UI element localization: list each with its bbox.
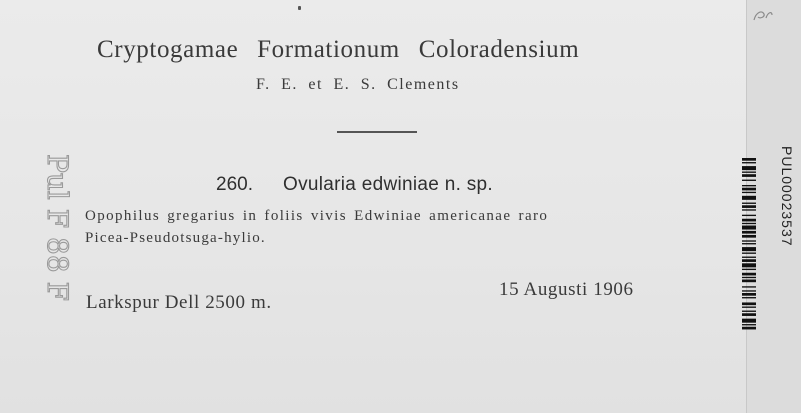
barcode-bar: [742, 215, 756, 216]
barcode-bar: [742, 327, 756, 330]
barcode-bar: [742, 324, 756, 325]
barcode-bar: [742, 311, 756, 312]
collectors: F. E. et E. S. Clements: [256, 76, 460, 93]
barcode-bar: [742, 247, 756, 251]
barcode-bar: [742, 259, 756, 262]
barcode-bar: [742, 180, 756, 181]
barcode-bar: [742, 290, 756, 291]
barcode-bar: [742, 219, 756, 222]
barcode-bar: [742, 158, 756, 161]
barcode-bar: [742, 240, 756, 241]
barcode-bar: [742, 196, 756, 200]
habitat-line-2: Picea-Pseudotsuga-hylio.: [85, 230, 266, 246]
barcode-bar: [742, 253, 756, 254]
barcode-bar: [742, 192, 756, 193]
barcode-label-text: PUL00023537: [779, 146, 795, 247]
barcode-bar: [742, 235, 756, 238]
barcode-bar: [742, 319, 756, 323]
barcode-bar: [742, 273, 756, 276]
barcode-bar: [742, 257, 756, 258]
barcode-bar: [742, 313, 756, 316]
barcode-bar: [742, 166, 756, 170]
barcode-bar: [742, 307, 756, 308]
barcode-bar: [742, 209, 756, 210]
barcode-bar: [742, 203, 756, 204]
barcode-bar: [742, 269, 756, 270]
barcode-bar: [742, 263, 756, 267]
barcode-bar: [742, 185, 756, 186]
barcode-bar: [742, 286, 756, 287]
species-name: Ovularia edwiniae n. sp.: [283, 174, 493, 195]
specimen-number: 260.: [216, 174, 253, 195]
barcode-bar: [742, 205, 756, 208]
barcode-bar: [742, 226, 756, 230]
collection-date: 15 Augusti 1906: [499, 279, 634, 300]
divider-rule: [337, 131, 417, 133]
series-title: Cryptogamae Formationum Coloradensium: [97, 36, 580, 63]
handwritten-accession: [8, 150, 74, 340]
barcode-label: [755, 146, 795, 316]
barcode-bar: [742, 231, 756, 234]
barcode-bar: [742, 277, 756, 278]
barcode-bar: [742, 280, 756, 283]
barcode-bar: [742, 188, 756, 191]
handwritten-accession-text: Pul F 88 F: [41, 154, 74, 302]
barcode-bar: [742, 162, 756, 163]
barcode-bar: [742, 293, 756, 296]
barcode-bar: [742, 223, 756, 224]
barcode-bar: [742, 243, 756, 244]
barcode-bar: [742, 302, 756, 305]
barcode-bar: [742, 174, 756, 177]
pencil-mark-icon: [750, 6, 774, 26]
habitat-line-1: Opophilus gregarius in foliis vivis Edwiniae americanae raro: [85, 208, 549, 224]
ink-speck: [298, 6, 301, 10]
barcode-bar: [742, 297, 756, 298]
locality: Larkspur Dell 2500 m.: [86, 292, 272, 313]
barcode-bar: [742, 172, 756, 173]
